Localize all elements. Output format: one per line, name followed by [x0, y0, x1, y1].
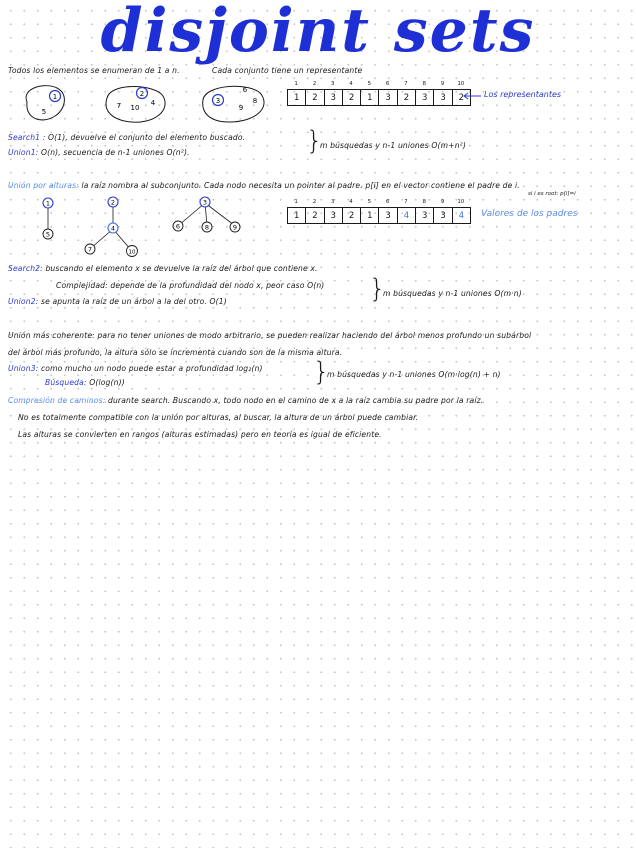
array-cell: 2 [306, 90, 324, 105]
tree2-mid: 4 [110, 224, 116, 233]
tree3-child: 9 [232, 223, 238, 232]
brace: } [306, 126, 323, 156]
compression-line-2: No es totalmente compatible con la unión por alturas, al buscar, la altura de un árbol puede cambiar. [18, 413, 419, 422]
array-cell: 1 [361, 90, 379, 105]
set1-rep: 1 [52, 93, 58, 101]
array-cell: 2 [343, 90, 361, 105]
search2-complexity: Complejidad: depende de la profundidad del nodo x, peor caso O(n) [56, 281, 325, 290]
tree3-child: 8 [204, 223, 210, 232]
array-cell: 4 [458, 210, 465, 221]
array-cell: 3 [325, 90, 343, 105]
brace: } [369, 274, 386, 304]
compression-text: durante search. Buscando x, todo nodo en el camino de x a la raíz cambia su padre por la raíz. [108, 396, 484, 405]
set3-rep: 3 [215, 97, 221, 105]
union3-text: como mucho un nodo puede estar a profundidad log₂(n) [40, 364, 263, 373]
heights-text: la raíz nombra al subconjunto. Cada nodo necesita un pointer al padre. p[i] en el vector contiene el padre de i. [81, 181, 520, 190]
array-cell: 1 [361, 208, 379, 223]
search1-label: Search1 : [8, 133, 46, 142]
array-index: 10 [457, 81, 465, 87]
array-index: 1 [294, 81, 298, 87]
array-index: 7 [404, 81, 408, 87]
tree1-root: 1 [45, 199, 51, 208]
set3-member: 9 [238, 104, 244, 112]
tree3-root: 3 [202, 198, 208, 207]
representatives-label: Los representantes [484, 90, 562, 99]
coherent-line-2: del árbol más profundo, la altura sólo se incrementa cuando son de la misma altura. [8, 348, 343, 357]
array-cell: 3 [379, 90, 397, 105]
union2-label: Union2: [8, 297, 39, 306]
search1-text: O(1), devuelve el conjunto del elemento buscado. [48, 133, 246, 142]
ops2-summary: m búsquedas y n-1 uniones O(m·n) [383, 289, 522, 298]
ops1-summary: m búsquedas y n-1 uniones O(m+n²) [320, 141, 466, 150]
tree1-child: 5 [45, 230, 51, 239]
tree2-child: 7 [87, 245, 93, 254]
array-index: 9 [440, 199, 445, 205]
union1-text: O(n), secuencia de n-1 uniones O(n²). [40, 148, 190, 157]
trees-diagram [30, 192, 260, 260]
array-index: 5 [367, 81, 372, 87]
array-index: 10 [457, 199, 465, 205]
array-index: 5 [367, 199, 372, 205]
union1-label: Union1: [8, 148, 39, 157]
array-cell: 3 [416, 208, 434, 223]
array-cell: 1 [288, 208, 306, 223]
rep-array-indices [287, 81, 470, 87]
brace: } [313, 357, 330, 387]
search2-label: Search2: [8, 264, 43, 273]
set2-member: 7 [116, 102, 122, 110]
set3-member: 8 [252, 97, 258, 105]
heights-note: si i es root: p[i]=i [528, 191, 576, 197]
search3-label: Búsqueda: [45, 378, 87, 387]
compression-line-3: Las alturas se convierten en rangos (alturas estimadas) pero en teoría es igual de eficiente. [18, 430, 382, 439]
parent-values-label: Valores de los padres [481, 209, 578, 219]
array-index: 4 [349, 199, 353, 205]
union2-text: se apunta la raíz de un árbol a la del otro. O(1) [40, 297, 227, 306]
array-cell: 4 [398, 208, 416, 223]
array-cell: 3 [325, 208, 343, 223]
array-index: 3 [330, 199, 335, 205]
tree2-child: 10 [128, 249, 136, 256]
array-index: 6 [385, 199, 390, 205]
set3-member: 6 [242, 86, 248, 94]
set1-member: 5 [41, 108, 47, 116]
set2-member: 10 [130, 104, 140, 112]
array-index: 4 [349, 81, 353, 87]
array-index: 8 [422, 199, 426, 205]
compression-label: Compresión de caminos: [8, 396, 106, 405]
coherent-line-1: Unión más coherente: para no tener uniones de modo arbitrario, se pueden realizar haciendo del árbol menos profundo un subárbol [8, 331, 532, 340]
parent-array-indices [287, 199, 470, 205]
array-cell: 1 [288, 90, 306, 105]
array-cell: 3 [416, 90, 434, 105]
search3-text: O(log(n)) [89, 378, 125, 387]
array-index: 6 [385, 81, 390, 87]
array-index: 2 [312, 81, 317, 87]
array-cell: 3 [434, 208, 452, 223]
union3-label: Union3: [8, 364, 39, 373]
tree3-child: 6 [175, 222, 181, 231]
set2-member: 4 [150, 99, 156, 107]
array-cell: 2 [458, 92, 465, 103]
array-cell: 2 [306, 208, 324, 223]
array-index: 1 [294, 199, 298, 205]
array-index: 2 [312, 199, 317, 205]
array-index: 7 [404, 199, 408, 205]
array-index: 8 [422, 81, 426, 87]
heights-label: Unión por alturas: [8, 181, 79, 190]
search2-text: buscando el elemento x se devuelve la raíz del árbol que contiene x. [45, 264, 318, 273]
intro-text-2: Cada conjunto tiene un representante [212, 66, 363, 75]
page-title: disjoint sets [100, 0, 536, 66]
parent-array [287, 207, 471, 224]
array-cell: 2 [398, 90, 416, 105]
sets-blob-diagram [15, 80, 285, 130]
array-cell: 3 [379, 208, 397, 223]
array-index: 3 [330, 81, 335, 87]
tree2-root: 2 [110, 198, 116, 207]
array-cell: 3 [434, 90, 452, 105]
set2-rep: 2 [139, 90, 145, 98]
rep-array [287, 89, 471, 106]
intro-text: Todos los elementos se enumeran de 1 a n. [8, 66, 180, 75]
array-index: 9 [440, 81, 445, 87]
coherent-summary: m búsquedas y n-1 uniones O(m·log(n) + n) [327, 370, 501, 379]
array-cell: 2 [343, 208, 361, 223]
arrow-left-icon [462, 92, 482, 100]
